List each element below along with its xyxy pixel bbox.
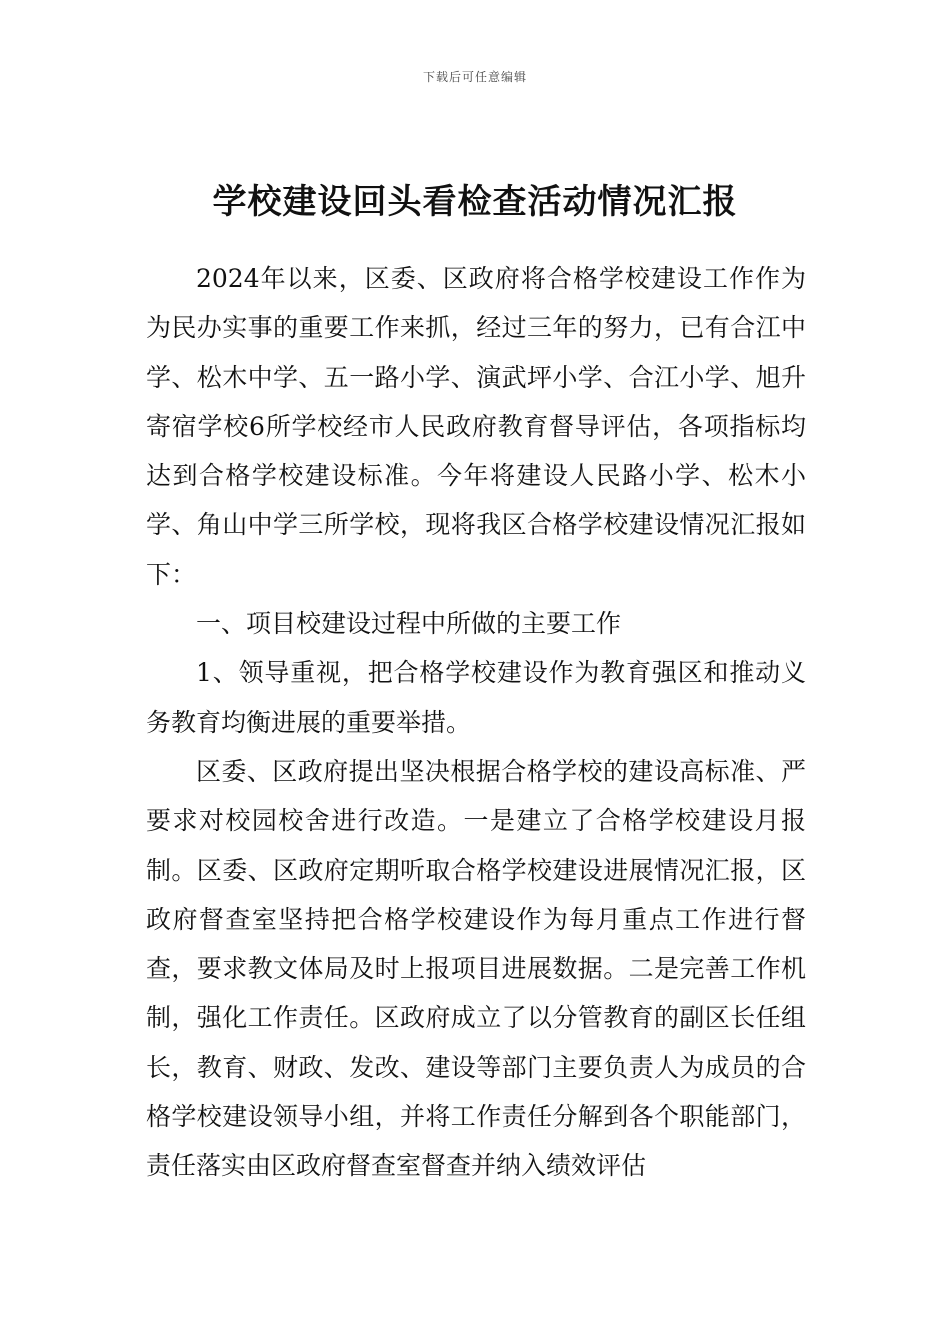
page-header-note: 下载后可任意编辑 [422, 70, 527, 84]
document-title: 学校建设回头看检查活动情况汇报 [212, 182, 738, 222]
paragraph-details: 区委、区政府提出坚决根据合格学校的建设高标准、严要求对校园校舍进行改造。一是建立了合格学校建设月报制。区委、区政府定期听取合格学校建设进展情况汇报，区政府督查室坚持把合格学校建设作为每月重点工作进行督查，要求教文体局及时上报项目进展数据。二是完善工作机制，强化工作责任。区政府成立了以分管教育的副区长任组长，教育、财政、发改、建设等部门主要负责人为成员的合格学校建设领导小组，并将工作责任分解到各个职能部门，责任落实由区政府督查室督查并纳入绩效评估 [146, 756, 806, 1181]
paragraph-section-heading: 一、项目校建设过程中所做的主要工作 [196, 609, 622, 639]
document-body [146, 254, 806, 1191]
paragraph-subheading: 1、领导重视，把合格学校建设作为教育强区和推动义务教育均衡进展的重要举措。 [146, 658, 806, 737]
paragraph-intro: 2024年以来，区委、区政府将合格学校建设工作作为为民办实事的重要工作来抓，经过三年的努力，已有合江中学、松木中学、五一路小学、演武坪小学、合江小学、旭升寄宿学校6所学校经市人民政府教育督导评估，各项指标均达到合格学校建设标准。今年将建设人民路小学、松木小学、角山中学三所学校，现将我区合格学校建设情况汇报如下： [146, 264, 806, 589]
